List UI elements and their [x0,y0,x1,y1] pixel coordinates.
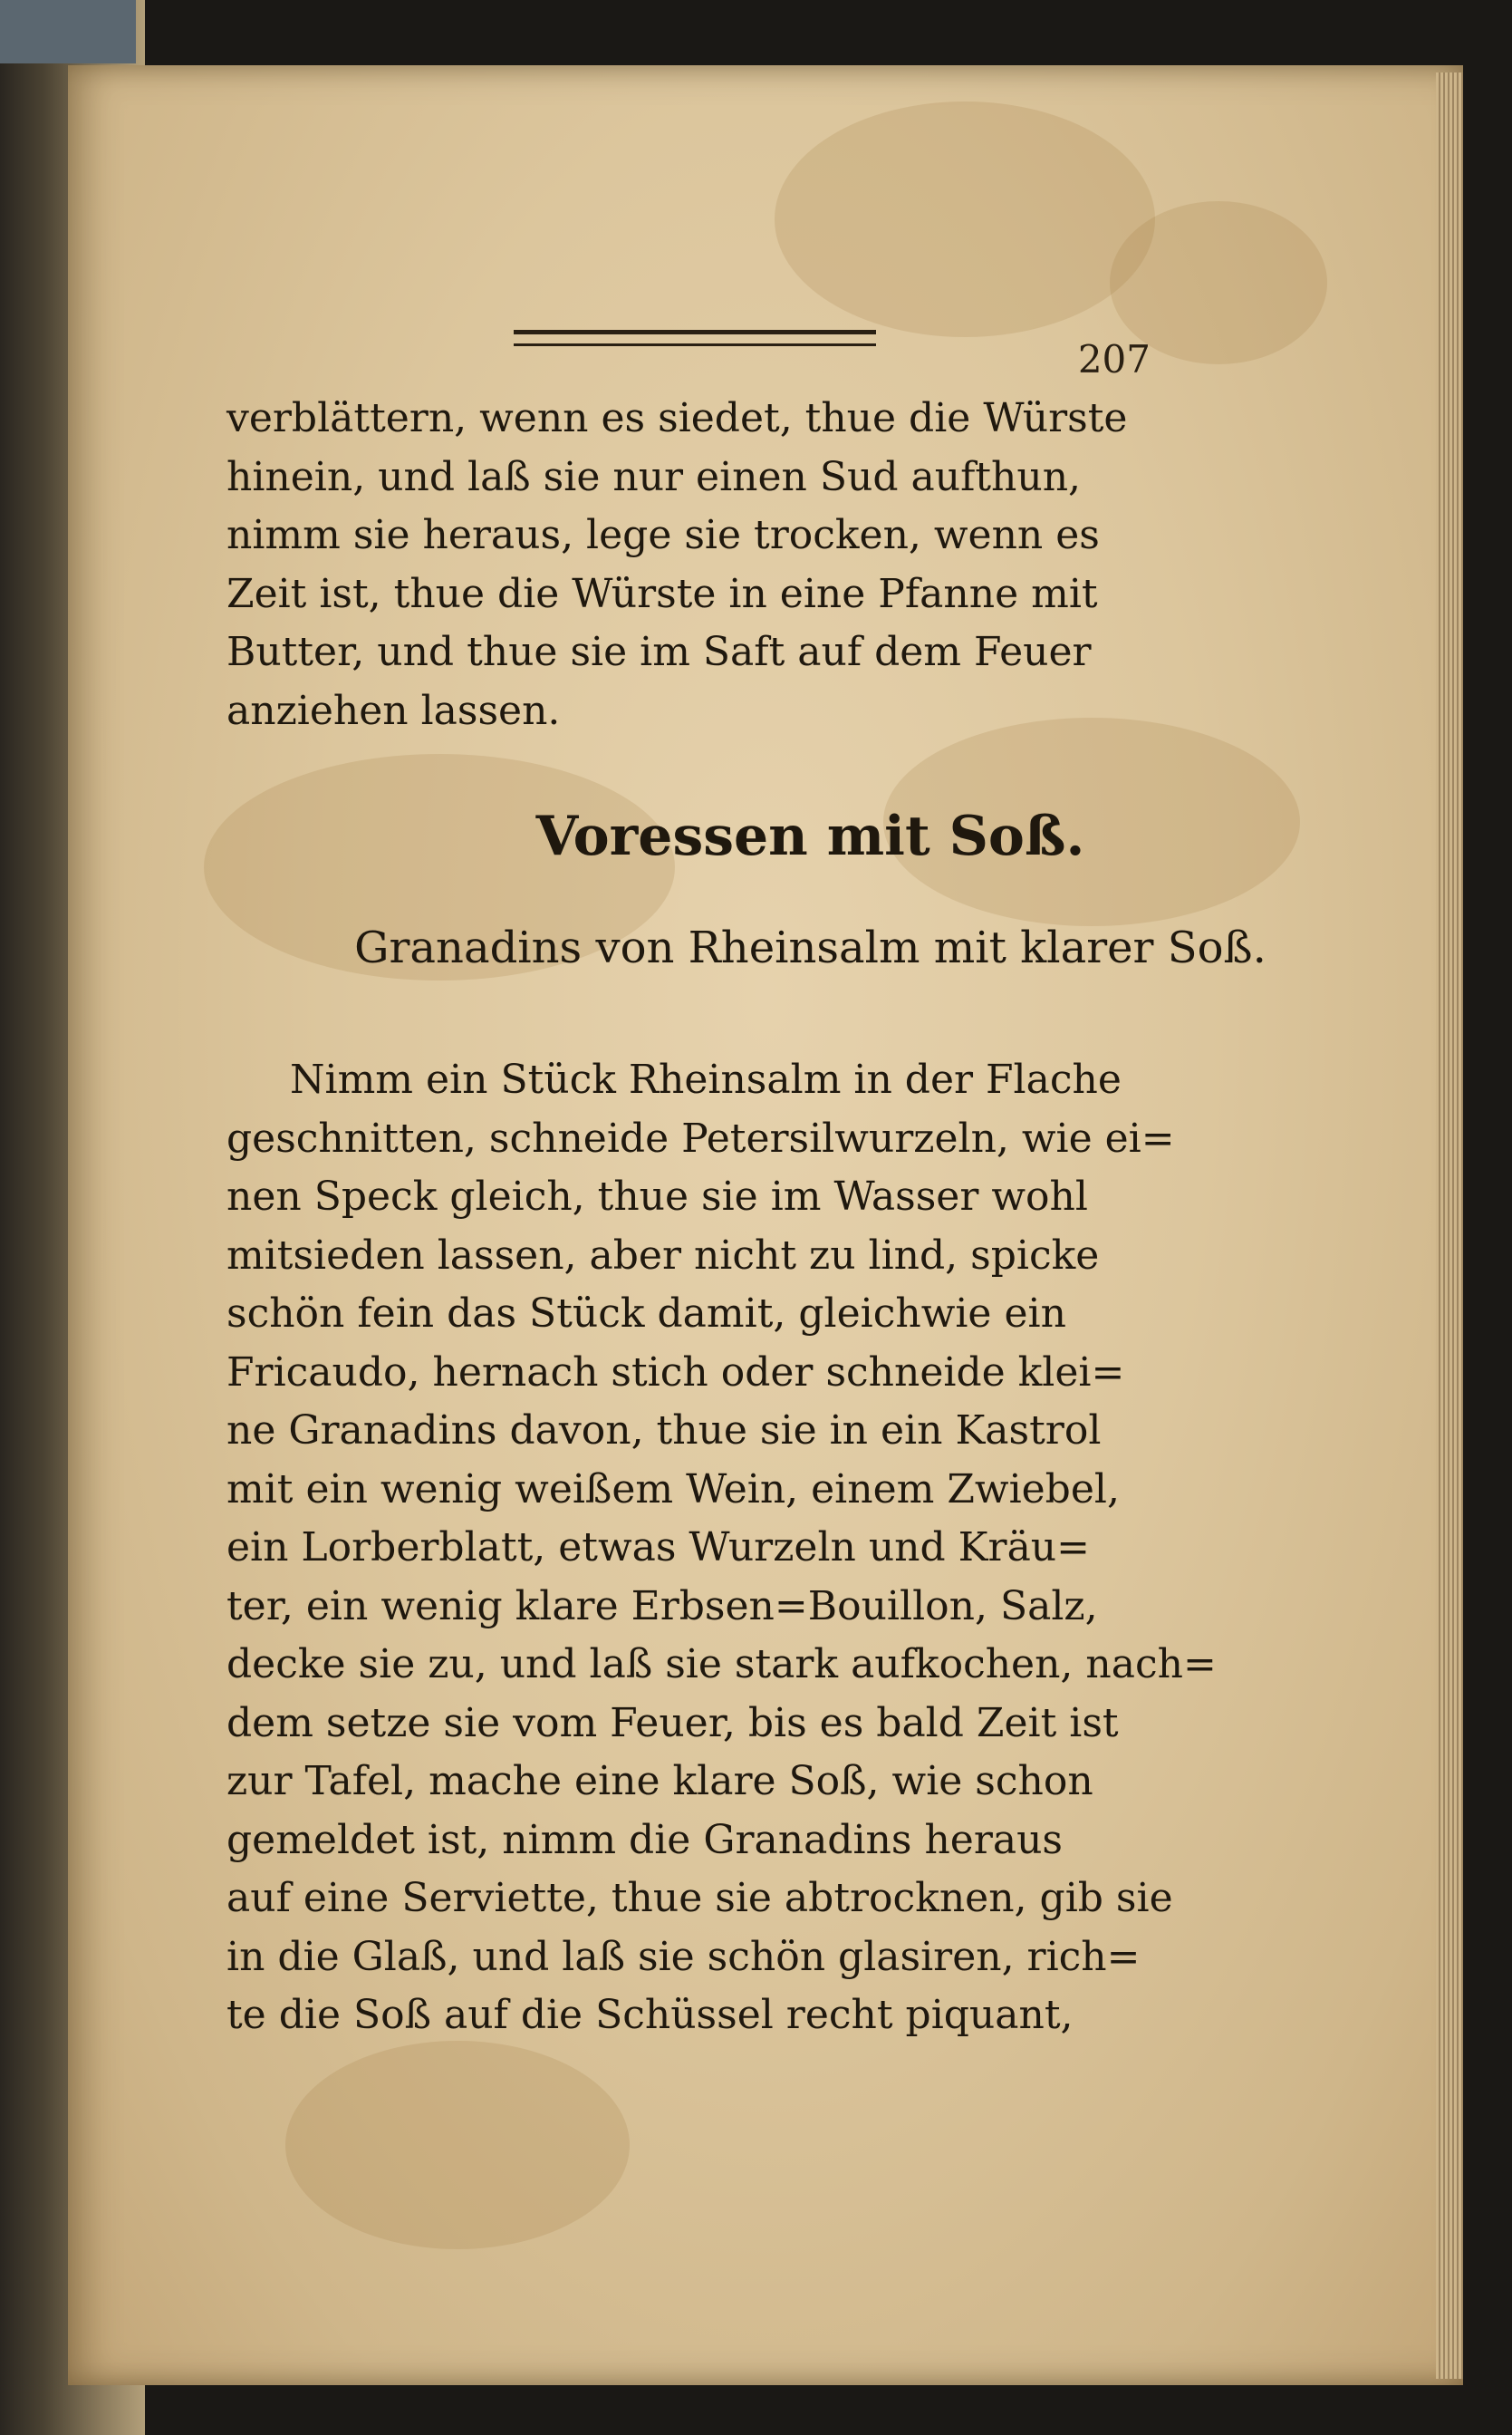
text-line: mitsieden lassen, aber nicht zu lind, spicke [226,1232,1100,1279]
text-line: decke sie zu, und laß sie stark aufkochen, nach= [226,1641,1217,1687]
text-line: geschnitten, schneide Petersilwurzeln, wie ei= [226,1115,1175,1162]
text-line: schön fein das Stück damit, gleichwie ein [226,1290,1066,1337]
text-line: nimm sie heraus, lege sie trocken, wenn es [226,512,1100,558]
page-stain [775,101,1155,337]
text-line: nen Speck gleich, thue sie im Wasser wohl [226,1174,1088,1220]
page-edges [1436,72,1463,2379]
text-line: in die Glaß, und laß sie schön glasiren, rich= [226,1933,1141,1980]
text-line: te die Soß auf die Schüssel recht piquant, [226,1992,1074,2038]
text-line: Butter, und thue sie im Saft auf dem Feuer [226,629,1092,675]
text-line: Zeit ist, thue die Würste in eine Pfanne mit [226,570,1098,617]
text-line: Fricaudo, hernach stich oder schneide klei= [226,1348,1125,1396]
text-line: mit ein wenig weißem Wein, einem Zwiebel, [226,1465,1120,1512]
spine-cloth [0,0,136,63]
recipe-paragraph [226,1051,1217,2045]
section-heading: Voressen mit Soß. [535,805,1085,868]
header-rule [514,330,876,346]
page-number: 207 [1077,337,1151,382]
recipe-title: Granadins von Rheinsalm mit klarer Soß. [354,923,1266,973]
text-line: ter, ein wenig klare Erbsen=Bouillon, Salz, [226,1582,1098,1629]
text-line: anziehen lassen. [226,687,561,734]
top-paragraph [226,390,1169,740]
text-line: dem setze sie vom Feuer, bis es bald Zeit ist [226,1699,1119,1746]
text-line: zur Tafel, mache eine klare Soß, wie schon [226,1758,1093,1804]
text-line: verblättern, wenn es siedet, thue die Würste [226,395,1128,441]
text-line: hinein, und laß sie nur einen Sud aufthun, [226,453,1082,500]
text-line: Nimm ein Stück Rheinsalm in der Flache [290,1057,1122,1103]
text-line: gemeldet ist, nimm die Granadins heraus [226,1816,1064,1863]
text-line: auf eine Serviette, thue sie abtrocknen, gib sie [226,1875,1173,1921]
text-line: ein Lorberblatt, etwas Wurzeln und Kräu= [226,1524,1091,1570]
page-stain [285,2041,630,2249]
text-line: ne Granadins davon, thue sie in ein Kastrol [226,1407,1102,1454]
